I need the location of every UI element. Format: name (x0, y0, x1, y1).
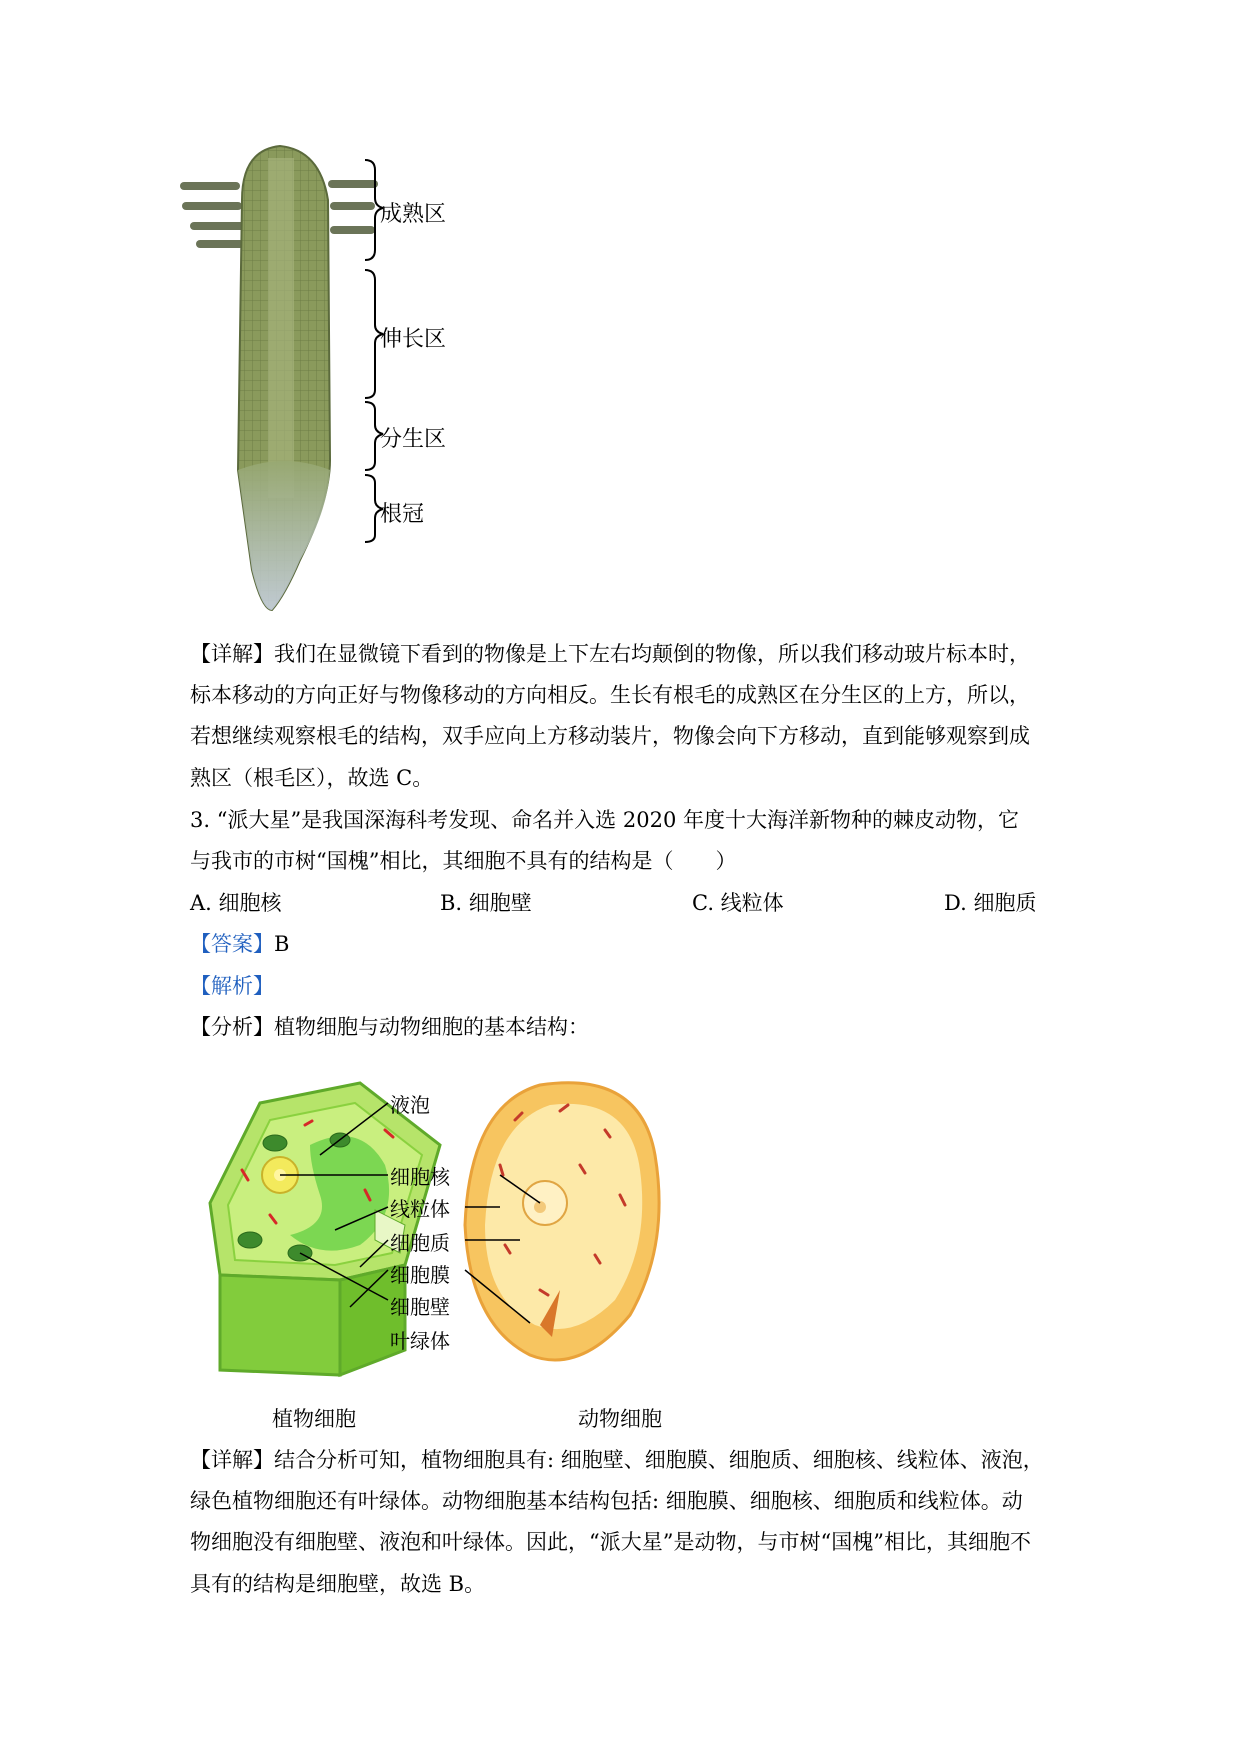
label-vacuole: 液泡 (390, 1093, 430, 1117)
detail-q3-line: 绿色植物细胞还有叶绿体。动物细胞基本结构包括: 细胞膜、细胞核、细胞质和线粒体。动 (190, 1489, 1023, 1513)
root-tip-illustration (180, 140, 520, 620)
detail-q2-line: 若想继续观察根毛的结构，双手应向上方移动装片，物像会向下方移动，直到能够观察到成 (190, 724, 1030, 748)
detail-q3-line: 物细胞没有细胞壁、液泡和叶绿体。因此，“派大星”是动物，与市树“国槐”相比，其细胞不 (190, 1530, 1031, 1554)
detail-q3-line: 具有的结构是细胞壁，故选 B。 (190, 1572, 486, 1596)
label-cytoplasm: 细胞质 (390, 1231, 450, 1255)
label-cell-wall: 细胞壁 (390, 1295, 450, 1319)
option-c: C. 线粒体 (692, 891, 784, 915)
root-tip-figure (180, 140, 520, 620)
detail-q2-line: 熟区（根毛区），故选 C。 (190, 766, 434, 790)
answer-value: B (274, 932, 290, 956)
label-mitochondria: 线粒体 (390, 1197, 450, 1221)
answer-line (190, 930, 289, 958)
label-elongation-zone: 伸长区 (380, 327, 447, 352)
cell-structure-figure (200, 1075, 760, 1435)
detail-q2-line: 标本移动的方向正好与物像移动的方向相反。生长有根毛的成熟区在分生区的上方，所以， (190, 683, 1030, 707)
label-root-cap: 根冠 (380, 502, 425, 527)
label-nucleus: 细胞核 (390, 1165, 450, 1189)
cell-illustration (200, 1075, 760, 1435)
analysis-label: 【解析】 (190, 974, 274, 998)
detail-q2-line: 【详解】我们在显微镜下看到的物像是上下左右均颠倒的物像，所以我们移动玻片标本时， (190, 642, 1030, 666)
label-meristem-zone: 分生区 (380, 427, 447, 452)
label-cell-membrane: 细胞膜 (390, 1263, 450, 1287)
caption-plant-cell: 植物细胞 (272, 1407, 356, 1431)
detail-q3-line: 【详解】结合分析可知，植物细胞具有: 细胞壁、细胞膜、细胞质、细胞核、线粒体、液泡， (190, 1448, 1044, 1472)
question-3-stem-line: 3. “派大星”是我国深海科考发现、命名并入选 2020 年度十大海洋新物种的棘皮动物，它 (190, 808, 1019, 832)
label-chloroplast: 叶绿体 (390, 1329, 450, 1353)
vascular-cylinder (268, 158, 294, 498)
animal-cell (465, 1083, 659, 1360)
caption-animal-cell: 动物细胞 (578, 1407, 662, 1431)
answer-label: 【答案】 (190, 932, 274, 956)
option-d: D. 细胞质 (944, 891, 1037, 915)
label-maturation-zone: 成熟区 (380, 202, 447, 227)
analysis-line: 【分析】植物细胞与动物细胞的基本结构： (190, 1015, 589, 1039)
question-3-stem-line: 与我市的市树“国槐”相比，其细胞不具有的结构是（ ） (190, 849, 737, 873)
option-b: B. 细胞壁 (440, 891, 532, 915)
root-cap (238, 461, 330, 610)
option-a: A. 细胞核 (190, 891, 282, 915)
